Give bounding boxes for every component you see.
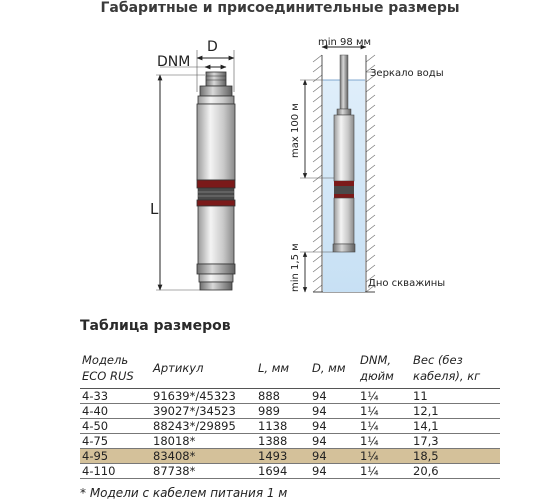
cell-d: 94 — [312, 389, 327, 403]
cell-article: 18018* — [153, 434, 196, 448]
cell-weight: 12,1 — [413, 404, 439, 418]
table-row — [80, 404, 500, 419]
cell-d: 94 — [312, 404, 327, 418]
cell-l: 1493 — [258, 449, 288, 463]
cell-d: 94 — [312, 419, 327, 433]
cell-l: 1694 — [258, 464, 288, 478]
cell-model: 4-50 — [82, 419, 109, 433]
cell-l: 989 — [258, 404, 280, 418]
table-row — [80, 419, 500, 434]
cell-article: 88243*/29895 — [153, 419, 236, 433]
header-model: Модель ECO RUS — [82, 353, 134, 383]
pump-drawing — [156, 50, 235, 290]
table-title: Таблица размеров — [80, 318, 231, 334]
cell-article: 39027*/34523 — [153, 404, 236, 418]
min-bottom-label: min 1,5 м — [290, 243, 301, 292]
footnote: * Модели с кабелем питания 1 м — [80, 486, 288, 500]
header-article: Артикул — [153, 361, 204, 375]
table-row — [80, 434, 500, 449]
cell-model: 4-95 — [82, 449, 109, 463]
dnm-label: DNM — [157, 54, 191, 70]
cell-weight: 14,1 — [413, 419, 439, 433]
well-drawing — [300, 47, 376, 295]
l-label: L — [150, 200, 159, 218]
cell-model: 4-33 — [82, 389, 109, 403]
d-label: D — [207, 39, 218, 55]
page-title: Габаритные и присоединительные размеры — [100, 0, 460, 16]
cell-dnm: 1¼ — [360, 464, 379, 478]
sizes-table — [80, 352, 500, 479]
table-row — [80, 449, 500, 464]
table-row — [80, 389, 500, 404]
cell-dnm: 1¼ — [360, 449, 379, 463]
table-body — [80, 389, 500, 479]
min-well-diameter-label: min 98 мм — [318, 37, 372, 48]
header-length: L, мм — [258, 361, 290, 375]
header-dnm: DNM, дюйм — [360, 353, 394, 383]
cell-l: 1138 — [258, 419, 288, 433]
cell-dnm: 1¼ — [360, 419, 379, 433]
cell-l: 888 — [258, 389, 280, 403]
cell-d: 94 — [312, 464, 327, 478]
cell-dnm: 1¼ — [360, 434, 379, 448]
cell-dnm: 1¼ — [360, 389, 379, 403]
well-bottom-label: Дно скважины — [368, 278, 446, 289]
table-row — [80, 464, 500, 479]
cell-model: 4-40 — [82, 404, 109, 418]
header-weight: Вес (без кабеля), кг — [413, 353, 481, 383]
cell-model: 4-75 — [82, 434, 109, 448]
cell-weight: 18,5 — [413, 449, 439, 463]
table-header — [80, 352, 500, 389]
cell-article: 83408* — [153, 449, 196, 463]
cell-article: 91639*/45323 — [153, 389, 236, 403]
cell-dnm: 1¼ — [360, 404, 379, 418]
cell-l: 1388 — [258, 434, 288, 448]
max-depth-label: max 100 м — [290, 103, 301, 158]
water-mirror-label: Зеркало воды — [370, 68, 444, 79]
cell-model: 4-110 — [82, 464, 116, 478]
cell-weight: 20,6 — [413, 464, 439, 478]
cell-weight: 11 — [413, 389, 428, 403]
cell-d: 94 — [312, 434, 327, 448]
header-diameter: D, мм — [312, 361, 346, 375]
cell-article: 87738* — [153, 464, 196, 478]
cell-d: 94 — [312, 449, 327, 463]
cell-weight: 17,3 — [413, 434, 439, 448]
